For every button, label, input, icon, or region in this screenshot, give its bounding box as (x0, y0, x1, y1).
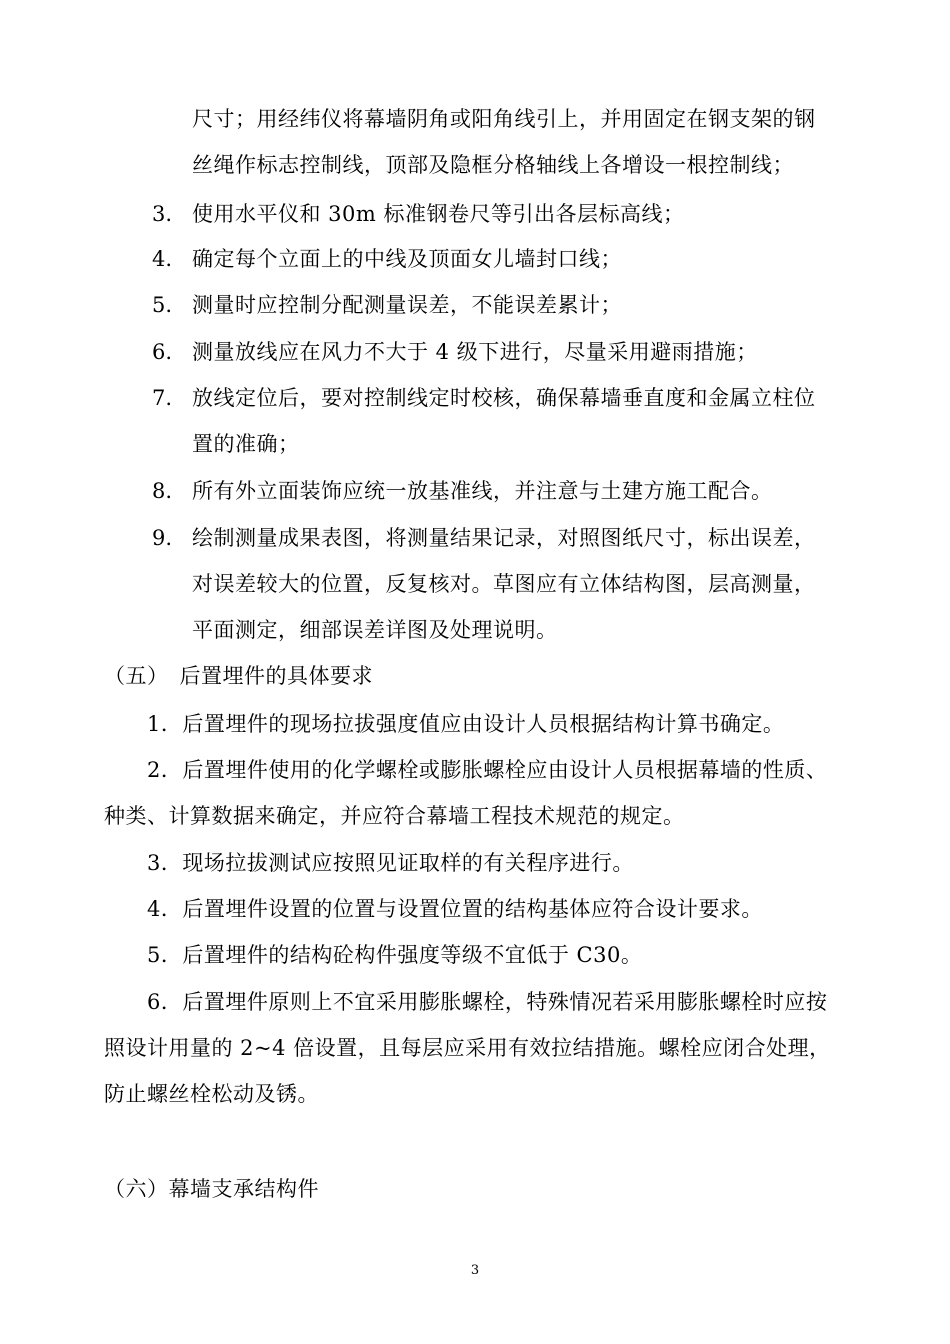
paragraph-line: 2．后置埋件使用的化学螺栓或膨胀螺栓应由设计人员根据幕墙的性质、 (147, 758, 828, 782)
paragraph-line: 5．后置埋件的结构砼构件强度等级不宜低于 C30。 (147, 943, 643, 967)
list-item-number: 4. (152, 247, 173, 271)
list-item-number: 8. (152, 479, 173, 503)
list-item-text: 确定每个立面上的中线及顶面女儿墙封口线； (192, 247, 622, 271)
list-item-text: 使用水平仪和 30m 标准钢卷尺等引出各层标高线； (192, 202, 685, 226)
list-item-number: 5. (152, 293, 173, 317)
paragraph-line: 4．后置埋件设置的位置与设置位置的结构基体应符合设计要求。 (147, 897, 763, 921)
section-heading: （六）幕墙支承结构件 (104, 1177, 319, 1201)
list-item-text: 所有外立面装饰应统一放基准线，并注意与土建方施工配合。 (192, 479, 773, 503)
list-item-number: 7. (152, 386, 173, 410)
paragraph-line: 6．后置埋件原则上不宜采用膨胀螺栓，特殊情况若采用膨胀螺栓时应按 (147, 990, 828, 1014)
list-item-text: 测量放线应在风力不大于 4 级下进行，尽量采用避雨措施； (192, 340, 758, 364)
list-item-text: 置的准确； (192, 432, 300, 456)
list-item-number: 3. (152, 202, 173, 226)
paragraph-line: 种类、计算数据来确定，并应符合幕墙工程技术规范的规定。 (104, 804, 685, 828)
paragraph-line: 照设计用量的 2~4 倍设置，且每层应采用有效拉结措施。螺栓应闭合处理， (104, 1036, 831, 1060)
list-item-text: 平面测定，细部误差详图及处理说明。 (192, 618, 558, 642)
item-continued-line-1: 尺寸；用经纬仪将幕墙阴角或阳角线引上，并用固定在钢支架的钢 (192, 107, 816, 131)
list-item-number: 9. (152, 526, 173, 550)
section-heading: （五） 后置埋件的具体要求 (104, 664, 373, 688)
paragraph-line: 1．后置埋件的现场拉拔强度值应由设计人员根据结构计算书确定。 (147, 712, 785, 736)
paragraph-line: 防止螺丝栓松动及锈。 (104, 1082, 319, 1106)
list-item-number: 6. (152, 340, 173, 364)
page-number: 3 (470, 1263, 480, 1278)
list-item-text: 绘制测量成果表图，将测量结果记录，对照图纸尺寸，标出误差， (192, 526, 816, 550)
item-continued-line-2: 丝绳作标志控制线，顶部及隐框分格轴线上各增设一根控制线； (192, 153, 794, 177)
list-item-text: 放线定位后，要对控制线定时校核，确保幕墙垂直度和金属立柱位 (192, 386, 816, 410)
paragraph-line: 3．现场拉拔测试应按照见证取样的有关程序进行。 (147, 851, 634, 875)
list-item-text: 测量时应控制分配测量误差，不能误差累计； (192, 293, 622, 317)
list-item-text: 对误差较大的位置，反复核对。草图应有立体结构图，层高测量， (192, 572, 816, 596)
